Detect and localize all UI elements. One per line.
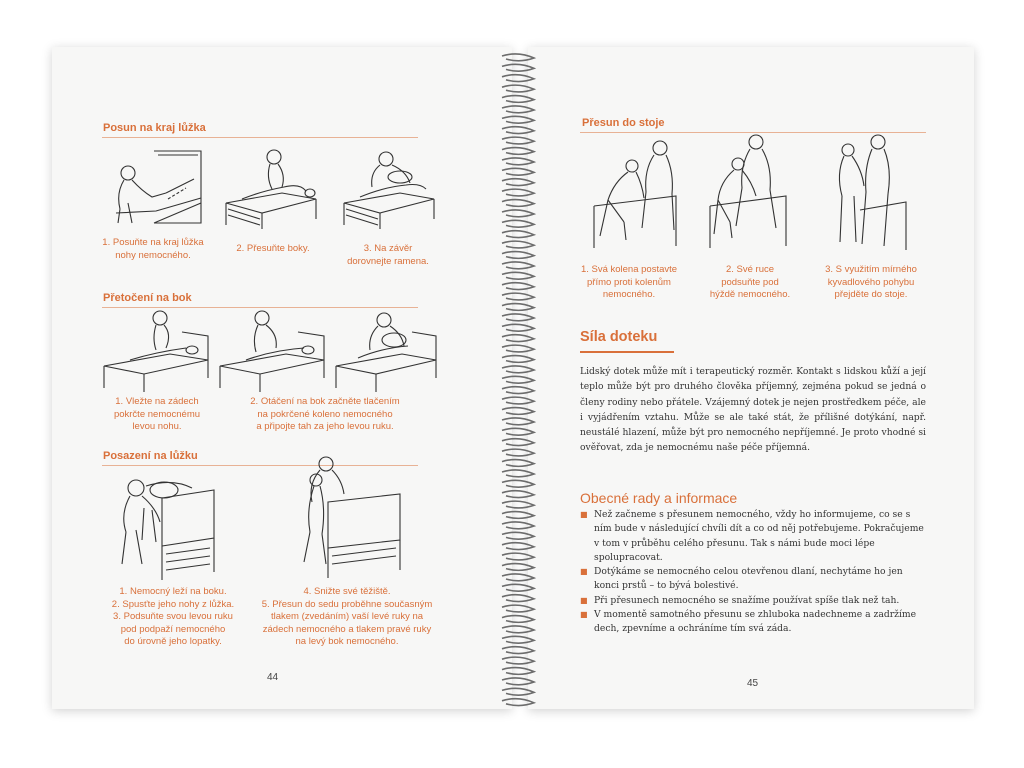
spiral-coil	[502, 293, 534, 300]
step-caption: 3. Na závěr dorovnejte ramena.	[347, 243, 429, 267]
spiral-coil	[502, 116, 534, 123]
list-item: ■ Než začneme s přesunem nemocného, vždy ho informujeme, co se s ním bude v následující chvíli dít a co od něj potřebujeme. Pokračujeme v tom v průběhu celého přesunu. Tak s námi bude moci lépe spolupracovat.	[580, 509, 924, 563]
spiral-coil	[502, 200, 534, 207]
spiral-coil	[502, 428, 534, 435]
spiral-coil	[502, 397, 534, 404]
illustration	[292, 450, 404, 582]
spiral-coil	[502, 418, 534, 425]
heading-underline	[580, 351, 674, 353]
spiral-coil	[502, 564, 534, 571]
spiral-coil	[502, 210, 534, 217]
bullet-icon: ■	[580, 595, 588, 605]
spiral-coil	[502, 439, 534, 446]
spiral-coil	[502, 491, 534, 498]
spiral-coil	[502, 376, 534, 383]
spiral-coil	[502, 314, 534, 321]
spiral-coil	[502, 626, 534, 633]
illustration	[222, 143, 320, 231]
spiral-coil	[502, 324, 534, 331]
spiral-coil	[502, 522, 534, 529]
spiral-coil	[502, 158, 534, 165]
section-title: Přetočení na bok	[103, 292, 192, 304]
spiral-coil	[502, 54, 534, 61]
spiral-coil	[502, 356, 534, 363]
list-item: ■ V momentě samotného přesunu se zhluboka nadechneme a zadržíme dech, zpevníme a ochráníme tím svá záda.	[580, 609, 917, 635]
spiral-coil	[502, 595, 534, 602]
spiral-coil	[502, 85, 534, 92]
page-number: 44	[267, 672, 279, 683]
step-caption: 1. Posuňte na kraj lůžka nohy nemocného.	[102, 237, 204, 261]
step-caption: 2. Své ruce podsuňte pod hýždě nemocného.	[709, 264, 791, 300]
spiral-coil	[502, 75, 534, 82]
illustration	[340, 143, 438, 231]
step-caption: 4. Snižte své těžiště. 5. Přesun do sedu proběhne současným tlakem (zvedáním) vaší levé ruky na zádech nemocného a tlakem pravé ruky na levý bok nemocného.	[261, 586, 433, 647]
spiral-binding	[498, 50, 540, 710]
spiral-coil	[502, 220, 534, 227]
spiral-coil	[502, 584, 534, 591]
spiral-coil	[502, 387, 534, 394]
page-number: 45	[747, 678, 759, 689]
section-title: Posazení na lůžku	[103, 450, 198, 462]
spiral-coil	[502, 231, 534, 238]
spiral-coil	[502, 574, 534, 581]
step-caption: 1. Vležte na zádech pokrčte nemocnému levou nohu.	[113, 396, 201, 432]
spiral-coil	[502, 408, 534, 415]
spiral-coil	[502, 480, 534, 487]
spiral-coil	[502, 262, 534, 269]
spiral-coil	[502, 366, 534, 373]
illustration	[102, 468, 220, 586]
section-rule	[102, 137, 418, 138]
illustration	[100, 308, 212, 394]
illustration	[820, 130, 910, 260]
paragraph: Lidský dotek může mít i terapeutický rozměr. Kontakt s lidskou kůží a její teplo může být pro druhého člověka příjemný, zejména pokud se jedná o členy rodiny nebo přátele. Vzájemný dotek je nejen prostředkem péče, ale i vyjádřením vztahu. Může se ale také stát, že přílišné dotýkání, např. neustálé hlazení, může být pro nemocného nepříjemné. Je proto vhodné si ověřovat, zda je nemocnému naše péče příjemná.	[580, 366, 926, 454]
spiral-coil	[502, 304, 534, 311]
spiral-coil	[502, 127, 534, 134]
step-caption: 2. Přesuňte boky.	[236, 243, 310, 254]
spiral-coil	[502, 616, 534, 623]
spiral-coil	[502, 501, 534, 508]
list-item: ■ Dotýkáme se nemocného celou otevřenou dlaní, nechytáme ho jen konci prstů – to bývá bolestivé.	[580, 566, 903, 592]
spiral-coil	[502, 605, 534, 612]
section-title: Přesun do stoje	[582, 117, 665, 129]
illustration	[584, 136, 694, 260]
spiral-coil	[502, 657, 534, 664]
illustration	[216, 308, 328, 394]
step-caption: 1. Svá kolena postavte přímo proti kolenům nemocného.	[580, 264, 678, 300]
spiral-coil	[502, 449, 534, 456]
advice-list	[580, 508, 926, 637]
spiral-coil	[502, 699, 534, 706]
spiral-coil	[502, 96, 534, 103]
spiral-coil	[502, 543, 534, 550]
bullet-icon: ■	[580, 567, 588, 577]
step-caption: 2. Otáčení na bok začněte tlačením na pokrčené koleno nemocného a připojte tah za jeho levou ruku.	[250, 396, 400, 432]
spiral-coil	[502, 179, 534, 186]
spiral-coil	[502, 283, 534, 290]
spiral-coil	[502, 688, 534, 695]
spiral-coil	[502, 460, 534, 467]
spiral-coil	[502, 148, 534, 155]
spiral-coil	[502, 189, 534, 196]
spiral-coil	[502, 636, 534, 643]
subheading: Obecné rady a informace	[580, 490, 738, 506]
spiral-coil	[502, 272, 534, 279]
list-item: ■ Při přesunech nemocného se snažíme používat spíše tlak než tah.	[580, 594, 926, 608]
spiral-coil	[502, 470, 534, 477]
spiral-coil	[502, 345, 534, 352]
bullet-icon: ■	[580, 510, 588, 519]
spiral-coil	[502, 512, 534, 519]
spiral-coil	[502, 532, 534, 539]
illustration	[332, 308, 440, 394]
spiral-coil	[502, 64, 534, 71]
spiral-coil	[502, 668, 534, 675]
spiral-coil	[502, 106, 534, 113]
illustration	[706, 130, 792, 260]
spiral-coil	[502, 137, 534, 144]
step-caption: 3. S využitím mírného kyvadlového pohybu přejděte do stoje.	[825, 264, 917, 300]
spiral-coil	[502, 252, 534, 259]
spiral-coil	[502, 678, 534, 685]
section-title: Posun na kraj lůžka	[103, 122, 206, 134]
spiral-coil	[502, 553, 534, 560]
spiral-coil	[502, 241, 534, 248]
illustration	[106, 143, 206, 231]
spiral-coil	[502, 168, 534, 175]
spiral-coil	[502, 335, 534, 342]
section-heading: Síla doteku	[580, 329, 658, 345]
bullet-icon: ■	[580, 610, 588, 620]
spiral-coil	[502, 647, 534, 654]
step-caption: 1. Nemocný leží na boku. 2. Spusťte jeho nohy z lůžka. 3. Podsuňte svou levou ruku pod podpaží nemocného do úrovně jeho lopatky.	[111, 586, 235, 647]
